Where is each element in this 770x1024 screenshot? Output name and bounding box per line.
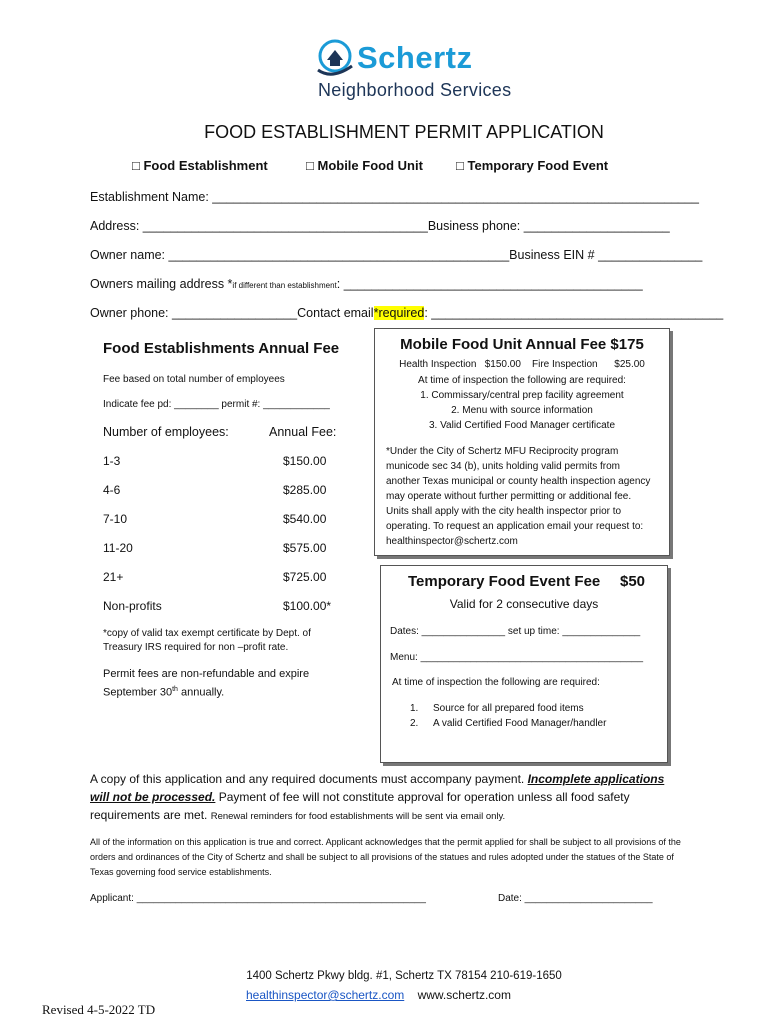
required-highlight: *required <box>373 306 425 320</box>
mobile-required-item: 1. Commissary/central prep facility agreement <box>420 390 624 401</box>
logo-subtitle: Neighborhood Services <box>318 80 512 100</box>
payment-notice <box>90 770 680 826</box>
mailing-label: Owners mailing address * <box>90 277 233 291</box>
checkbox-temporary-food-event[interactable] <box>456 158 608 173</box>
owner-phone-field[interactable]: Owner phone: __________________ <box>90 306 298 320</box>
address-field[interactable]: Address: _________________________________________ <box>90 219 428 233</box>
checkbox-label: Temporary Food Event <box>467 158 609 173</box>
logo-wordmark: Schertz <box>357 40 473 75</box>
fee-column-header: Annual Fee: <box>269 425 337 439</box>
address-row <box>90 219 670 233</box>
temp-required-intro: At time of inspection the following are required: <box>392 677 600 688</box>
footer-website: www.schertz.com <box>417 988 511 1002</box>
temp-valid-text: Valid for 2 consecutive days <box>449 597 599 611</box>
checkbox-label: Food Establishment <box>143 158 268 173</box>
employee-range: 7-10 <box>103 512 128 526</box>
employee-range: 1-3 <box>103 454 121 468</box>
reciprocity-line: Units shall apply with the city health inspector prior to <box>386 506 622 517</box>
employees-column-header: Number of employees: <box>103 425 229 439</box>
reciprocity-line: may operate without further permitting or additional fee. <box>386 491 632 502</box>
hand-house-logo-icon <box>312 36 358 82</box>
mobile-fee-heading: Mobile Food Unit Annual Fee $175 <box>400 336 644 353</box>
annual-fee-value: $575.00 <box>283 541 327 555</box>
checkbox-mobile-food-unit[interactable] <box>306 158 423 173</box>
checkbox-box[interactable]: □ <box>132 158 140 173</box>
notice-text: Payment of fee will not constitute approval for operation unless all food safety requirements are met. <box>90 790 630 822</box>
reciprocity-line: another Texas municipal or county health inspection agency <box>386 476 651 487</box>
revision-note: Revised 4-5-2022 TD <box>42 1002 156 1017</box>
notice-text: A copy of this application and any required documents must accompany payment. <box>90 772 528 786</box>
owner-name-field[interactable]: Owner name: _________________________________________________ <box>90 248 510 262</box>
footer-contact <box>246 988 511 1002</box>
inspection-fees: Health Inspection $150.00 Fire Inspection $25.00 <box>399 359 645 370</box>
employee-range: 11-20 <box>103 541 133 555</box>
reciprocity-line: municode sec 34 (b), units holding valid permits from <box>386 461 620 472</box>
employee-range: Non-profits <box>103 599 162 613</box>
footer-email-link[interactable]: healthinspector@schertz.com <box>246 988 405 1002</box>
mailing-note: if different than establishment <box>232 281 337 290</box>
temp-fee-amount: $50 <box>620 573 646 590</box>
applicant-signature-field[interactable]: Applicant: ____________________________________________________ <box>90 893 426 904</box>
dates-setup-field[interactable]: Dates: _______________ set up time: ______________ <box>390 626 641 637</box>
annual-fee-value: $150.00 <box>283 454 327 468</box>
fee-basis-text: Fee based on total number of employees <box>103 374 285 385</box>
business-phone-field[interactable]: Business phone: _____________________ <box>427 219 670 233</box>
establishment-name-field[interactable]: Establishment Name: ______________________________________________________________________ <box>90 190 699 204</box>
mobile-required-item: 2. Menu with source information <box>451 405 593 416</box>
annual-fee-value: $725.00 <box>283 570 327 584</box>
annual-fee-value: $540.00 <box>283 512 327 526</box>
mobile-required-item: 3. Valid Certified Food Manager certificate <box>428 420 615 431</box>
temp-fee-heading: Temporary Food Event Fee <box>408 573 601 590</box>
expiry-date: September 30 <box>103 686 173 699</box>
contact-email-label: Contact email <box>297 306 374 320</box>
annual-fee-value: $285.00 <box>283 483 327 497</box>
mobile-required-intro: At time of inspection the following are required: <box>418 375 626 386</box>
mailing-address-field[interactable] <box>90 277 643 291</box>
employee-range: 21+ <box>103 570 124 584</box>
owner-row <box>90 248 702 262</box>
expiry-tail: annually. <box>177 686 225 699</box>
attestation-text: All of the information on this application is true and correct. Applicant acknowledges that the permit applied for shall be subject to all provisions of the orders and ordinances of the City of Schertz and shall be subject to all provisions of the statues and rules adopted under the statues of the State of Texas governing food service establishments. <box>90 837 681 877</box>
business-ein-field[interactable]: Business EIN # _______________ <box>509 248 703 262</box>
mailing-line[interactable]: : ___________________________________________ <box>336 277 643 291</box>
non-refundable-note-2 <box>103 686 224 699</box>
fee-paid-permit-field[interactable]: Indicate fee pd: ________ permit #: ____________ <box>103 399 330 410</box>
menu-field[interactable]: Menu: ________________________________________ <box>390 652 644 663</box>
employee-range: 4-6 <box>103 483 121 497</box>
tax-exempt-note-2: Treasury IRS required for non –profit rate. <box>103 642 289 653</box>
temporary-event-box <box>380 565 668 763</box>
checkbox-box[interactable]: □ <box>456 158 464 173</box>
reciprocity-line: operating. To request an application email your request to: <box>386 521 644 532</box>
checkbox-box[interactable]: □ <box>306 158 314 173</box>
contact-email-field[interactable]: : __________________________________________ <box>424 306 724 320</box>
temp-required-number: 1. <box>410 703 419 714</box>
page-title: FOOD ESTABLISHMENT PERMIT APPLICATION <box>204 122 604 142</box>
incomplete-warning: Incomplete applications will not be processed. <box>90 772 665 804</box>
phone-email-row <box>90 306 723 320</box>
reciprocity-email: healthinspector@schertz.com <box>386 536 518 547</box>
temp-required-item: A valid Certified Food Manager/handler <box>433 718 607 729</box>
renewal-reminder: Renewal reminders for food establishments will be sent via email only. <box>210 811 506 822</box>
temp-required-number: 2. <box>410 718 419 729</box>
date-field[interactable]: Date: _______________________ <box>498 893 653 904</box>
checkbox-label: Mobile Food Unit <box>317 158 423 173</box>
reciprocity-line: *Under the City of Schertz MFU Reciprocity program <box>386 446 619 457</box>
temp-required-item: Source for all prepared food items <box>433 703 584 714</box>
footer-address: 1400 Schertz Pkwy bldg. #1, Schertz TX 78154 210-619-1650 <box>246 970 562 982</box>
annual-fee-value: $100.00* <box>283 599 332 613</box>
tax-exempt-note-1: *copy of valid tax exempt certificate by Dept. of <box>103 628 311 639</box>
checkbox-food-establishment[interactable] <box>132 158 268 173</box>
non-refundable-note-1: Permit fees are non-refundable and expire <box>103 668 310 680</box>
annual-fee-heading: Food Establishments Annual Fee <box>103 340 340 357</box>
expiry-date-suffix: th <box>172 686 178 693</box>
